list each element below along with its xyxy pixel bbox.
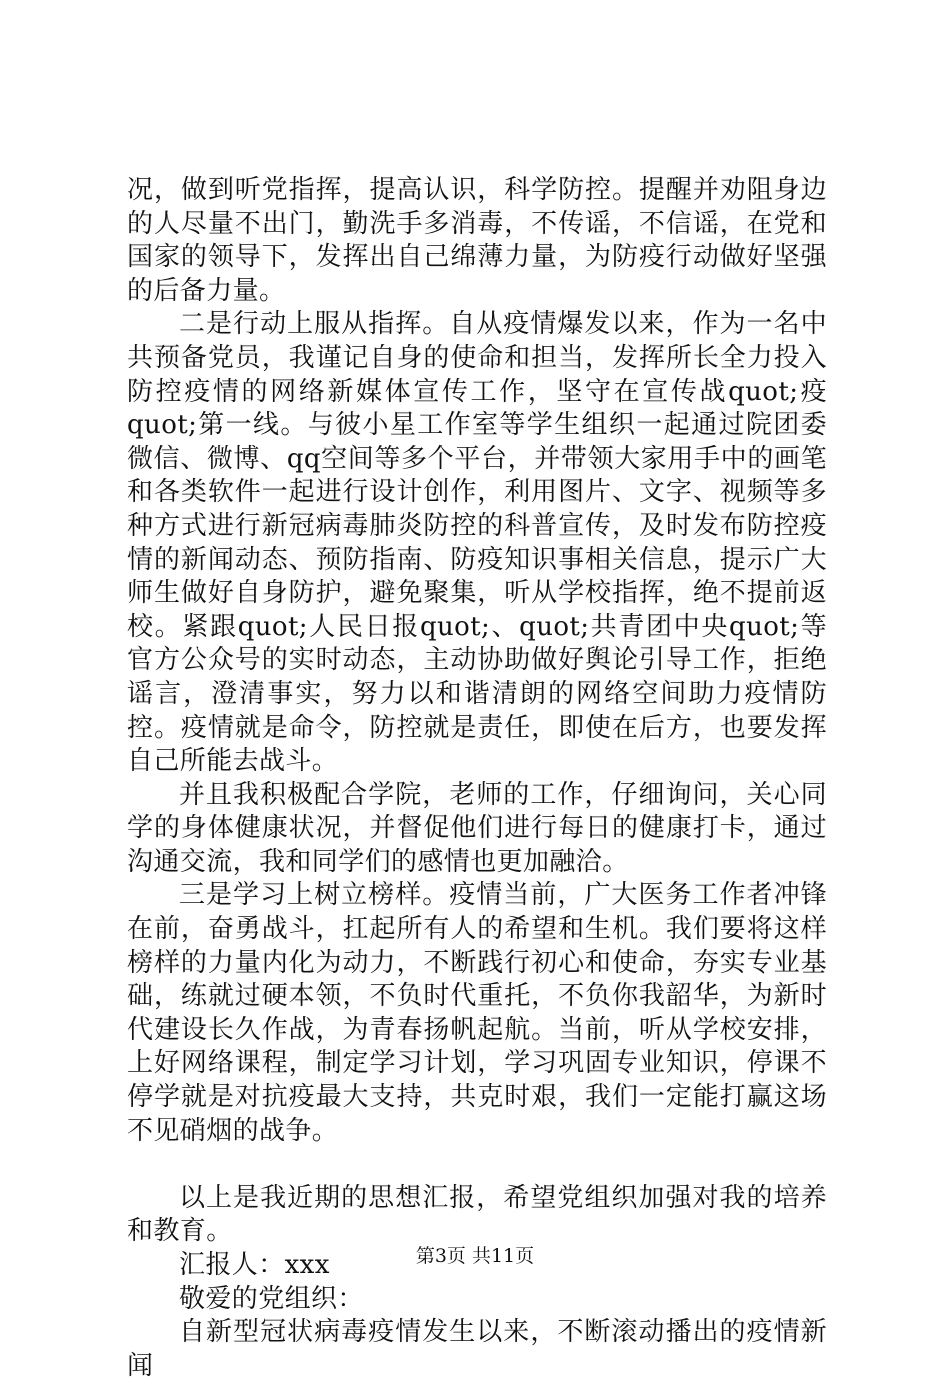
page-footer: 第3页 共11页 bbox=[415, 1245, 535, 1267]
paragraph-1: 况，做到听党指挥，提高认识，科学防控。提醒并劝阻身边的人尽量不出门，勤洗手多消毒，不传谣，不信谣，在党和国家的领导下，发挥出自己绵薄力量，为防疫行动做好坚强的后备力量。 bbox=[127, 175, 827, 306]
paragraph-4: 三是学习上树立榜样。疫情当前，广大医务工作者冲锋在前，奋勇战斗，扛起所有人的希望和生机。我们要将这样榜样的力量内化为动力，不断践行初心和使命，夯实专业基础，练就过硬本领，不负时代重托，不负你我韶华，为新时代建设长久作战，为青春扬帆起航。当前，听从学校安排，上好网络课程，制定学习计划，学习巩固专业知识，停课不停学就是对抗疫最大支持，共克时艰，我们一定能打赢这场不见硝烟的战争。 bbox=[127, 880, 827, 1146]
salutation-line: 敬爱的党组织： bbox=[179, 1283, 364, 1314]
document-body bbox=[127, 174, 827, 1383]
next-paragraph: 自新型冠状病毒疫情发生以来，不断滚动播出的疫情新闻 bbox=[127, 1317, 827, 1381]
closing-summary: 以上是我近期的思想汇报，希望党组织加强对我的培养和教育。 bbox=[127, 1182, 827, 1247]
paragraph-2: 二是行动上服从指挥。自从疫情爆发以来，作为一名中共预备党员，我谨记自身的使命和担当，发挥所长全力投入防控疫情的网络新媒体宣传工作，坚守在宣传战quot;疫quot;第一线。与彼小星工作室等学生组织一起通过院团委微信、微博、qq空间等多个平台，并带领大家用手中的画笔和各类软件一起进行设计创作，利用图片、文字、视频等多种方式进行新冠病毒肺炎防控的科普宣传，及时发布防控疫情的新闻动态、预防指南、防疫知识事相关信息，提示广大师生做好自身防护，避免聚集，听从学校指挥，绝不提前返校。紧跟quot;人民日报quot;、quot;共青团中央quot;等官方公众号的实时动态，主动协助做好舆论引导工作，拒绝谣言，澄清事实，努力以和谐清朗的网络空间助力疫情防控。疫情就是命令，防控就是责任，即使在后方，也要发挥自己所能去战斗。 bbox=[127, 309, 827, 777]
paragraph-3: 并且我积极配合学院，老师的工作，仔细询问，关心同学的身体健康状况，并督促他们进行每日的健康打卡，通过沟通交流，我和同学们的感情也更加融洽。 bbox=[127, 779, 827, 877]
reporter-line: 汇报人：xxx bbox=[179, 1250, 330, 1280]
paragraph-gap bbox=[127, 1148, 827, 1182]
